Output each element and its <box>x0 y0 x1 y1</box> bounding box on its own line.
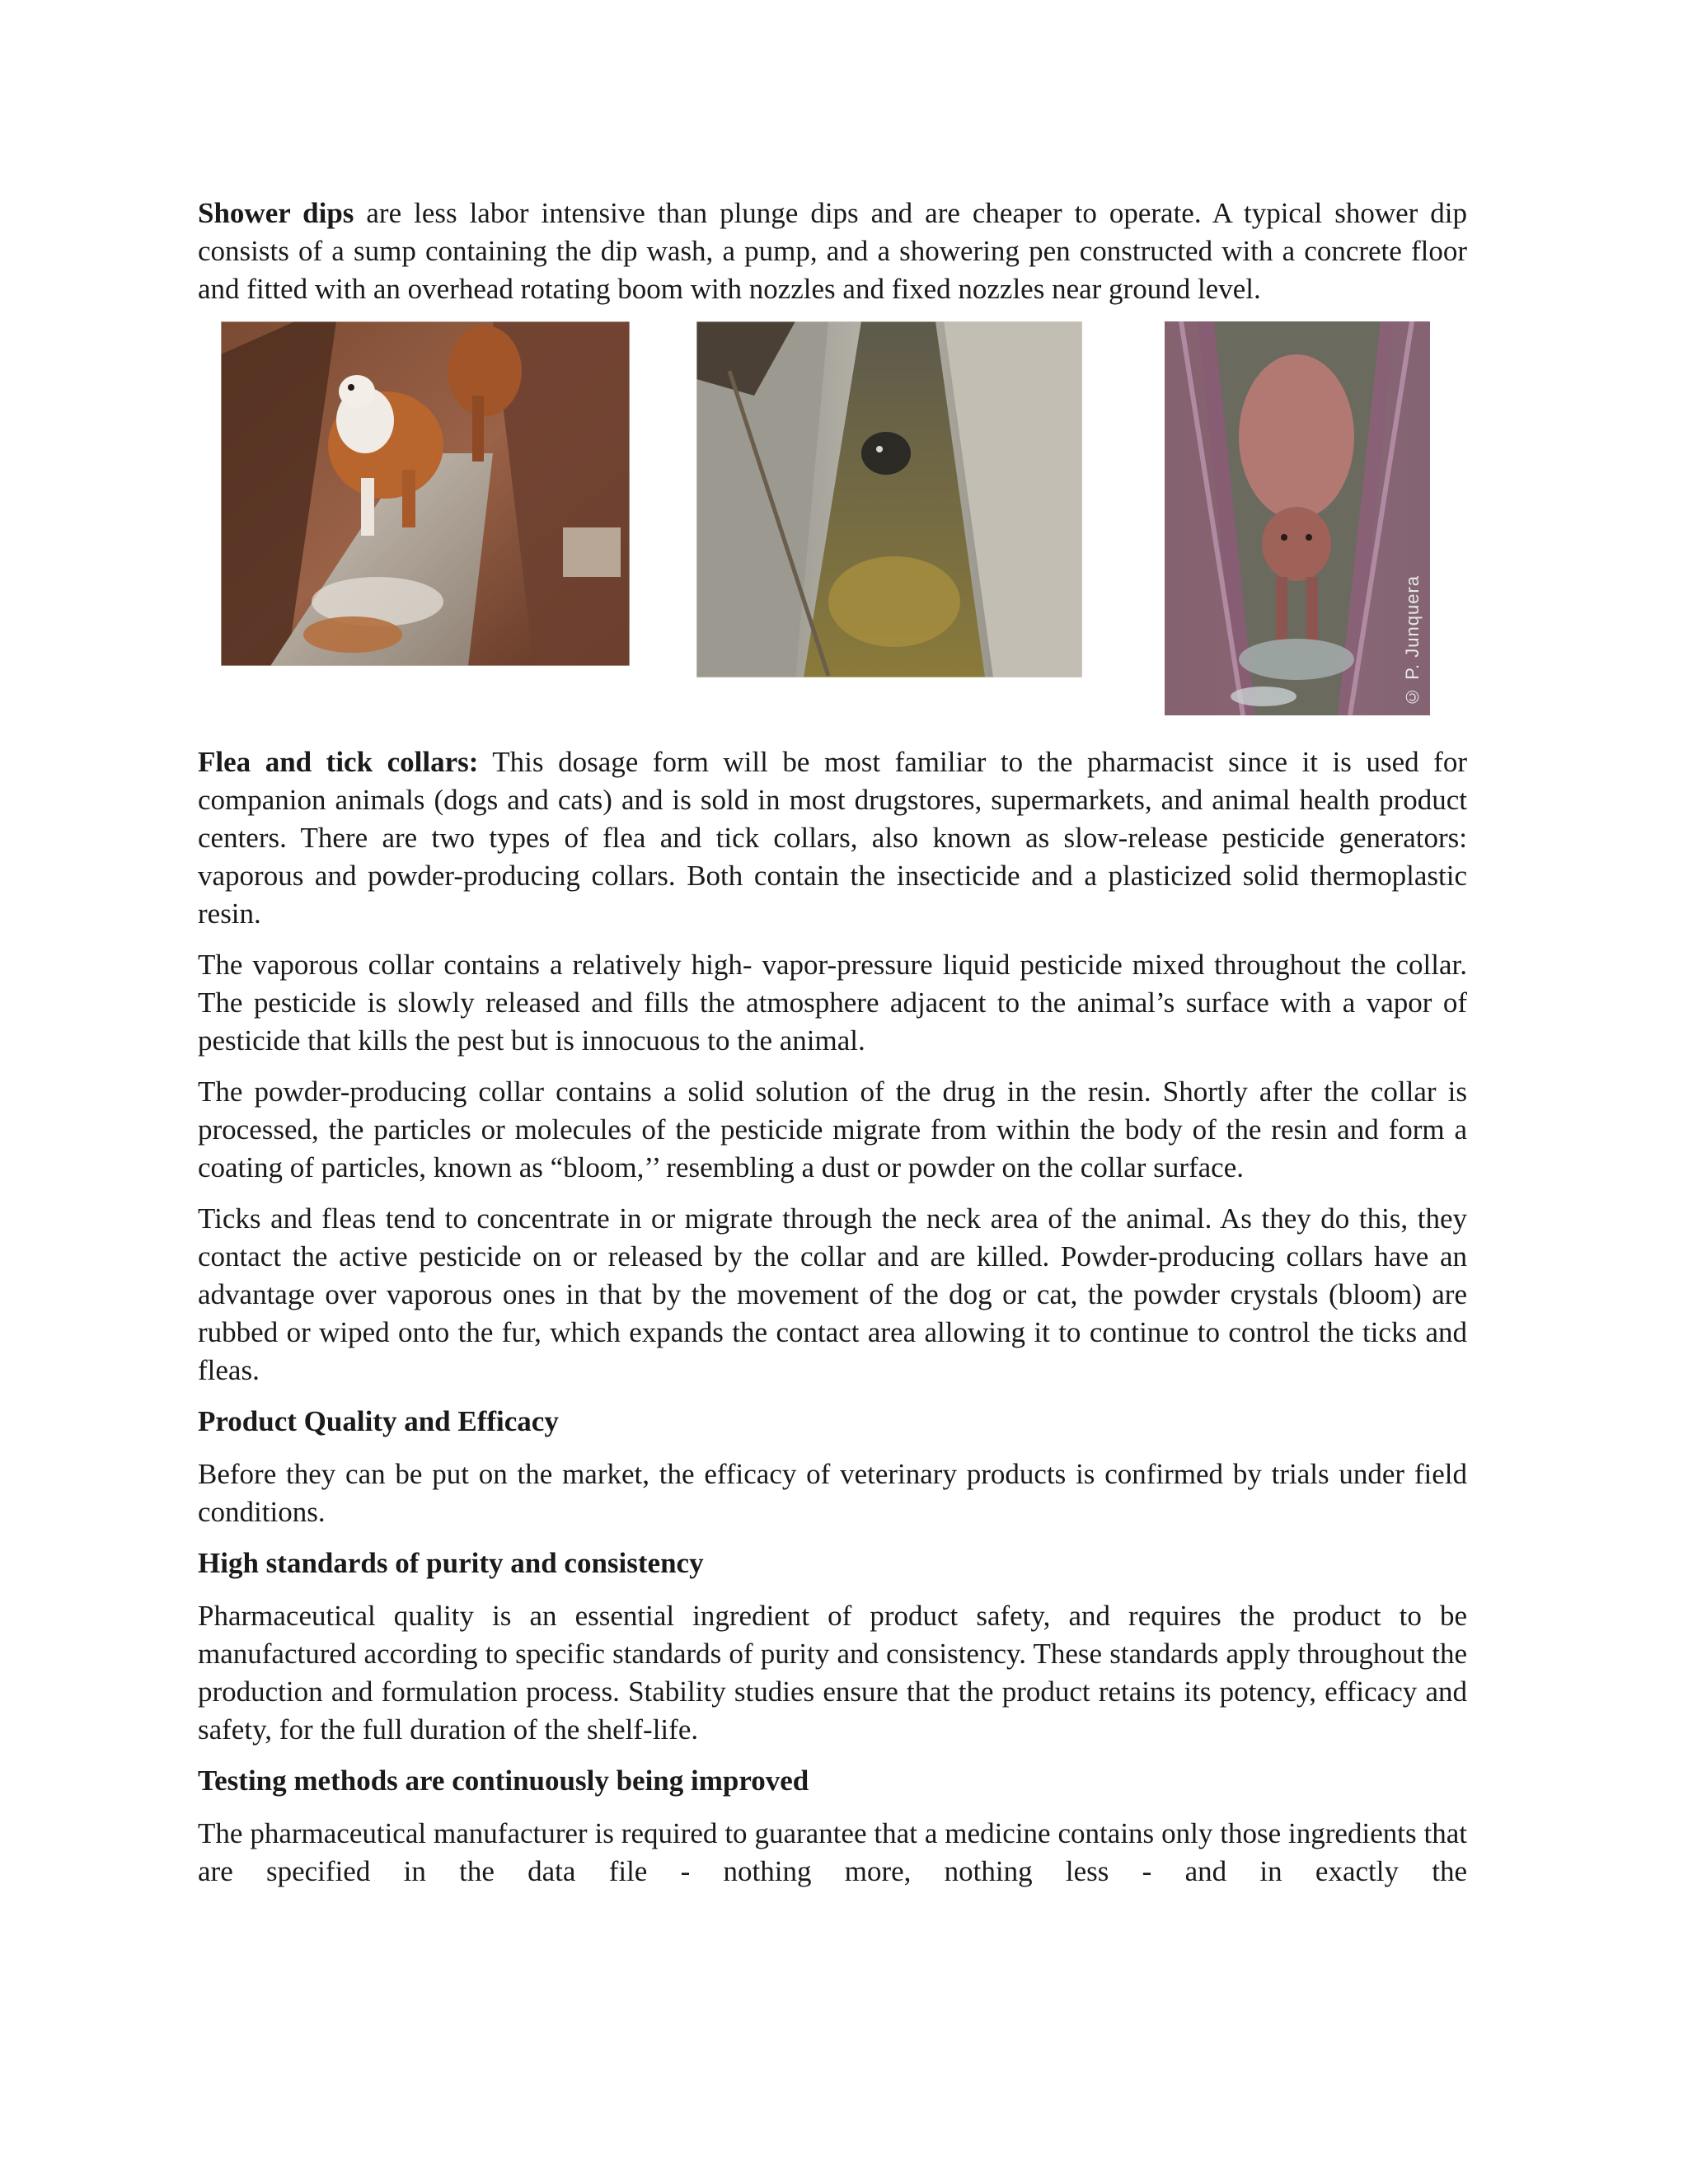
standards-heading: High standards of purity and consistency <box>198 1547 704 1579</box>
document-page <box>198 194 1467 1904</box>
testing-heading: Testing methods are continuously being improved <box>198 1765 809 1797</box>
shower-dips-text: are less labor intensive than plunge dips and are cheaper to operate. A typical shower dip consists of a sump containing the dip wash, a pump, and a showering pen constructed with a concrete floor and fitted with an overhead rotating boom with nozzles and fixed nozzles near ground level. <box>198 197 1467 305</box>
photo-cattle-shower-dip <box>221 321 630 666</box>
shower-dips-term: Shower dips <box>198 197 354 229</box>
ticks-fleas-paragraph: Ticks and fleas tend to concentrate in or migrate through the neck area of the animal. As they do this, they contact the active pesticide on or released by the collar and are killed. Powder-producing collars have an advantage over vaporous ones in that by the movement of the dog or cat, the powder crystals (bloom) are rubbed or wiped onto the fur, which expands the contact area allowing it to continue to control the ticks and fleas. <box>198 1202 1467 1386</box>
photo-cow-shower-pen <box>1165 321 1430 715</box>
photo-row <box>198 321 1467 720</box>
testing-paragraph: The pharmaceutical manufacturer is required to guarantee that a medicine contains only those ingredients that are specified in the data file - nothing more, nothing less - and in exactly the <box>198 1817 1467 1887</box>
powder-collar-paragraph: The powder-producing collar contains a solid solution of the drug in the resin. Shortly after the collar is processed, the particles or molecules of the pesticide migrate from within the body of the resin and form a coating of particles, known as “bloom,’’ resembling a dust or powder on the collar surface. <box>198 1076 1467 1183</box>
quality-paragraph: Before they can be put on the market, the efficacy of veterinary products is confirmed by trials under field conditions. <box>198 1458 1467 1528</box>
standards-paragraph: Pharmaceutical quality is an essential ingredient of product safety, and requires the product to be manufactured according to specific standards of purity and consistency. These standards apply throughout the production and formulation process. Stability studies ensure that the product retains its potency, efficacy and safety, for the full duration of the shelf-life. <box>198 1600 1467 1746</box>
vaporous-collar-paragraph: The vaporous collar contains a relatively high- vapor-pressure liquid pesticide mixed throughout the collar. The pesticide is slowly released and fills the atmosphere adjacent to the animal’s surface with a vapor of pesticide that kills the pest but is innocuous to the animal. <box>198 949 1467 1057</box>
flea-collars-paragraph <box>198 743 1467 933</box>
quality-heading: Product Quality and Efficacy <box>198 1405 559 1437</box>
shower-dips-paragraph <box>198 194 1467 308</box>
flea-collars-term: Flea and tick collars: <box>198 746 479 778</box>
photo-concrete-dip-channel <box>696 321 1082 677</box>
photo-watermark: © P. Junquera <box>1402 575 1423 707</box>
flea-collars-text: This dosage form will be most familiar to the pharmacist since it is used for companion animals (dogs and cats) and is sold in most drugstores, supermarkets, and animal health product centers. There are two types of flea and tick collars, also known as slow-release pesticide generators: vaporous and powder-producing collars. Both contain the insecticide and a plasticized solid thermoplastic resin. <box>198 746 1467 930</box>
